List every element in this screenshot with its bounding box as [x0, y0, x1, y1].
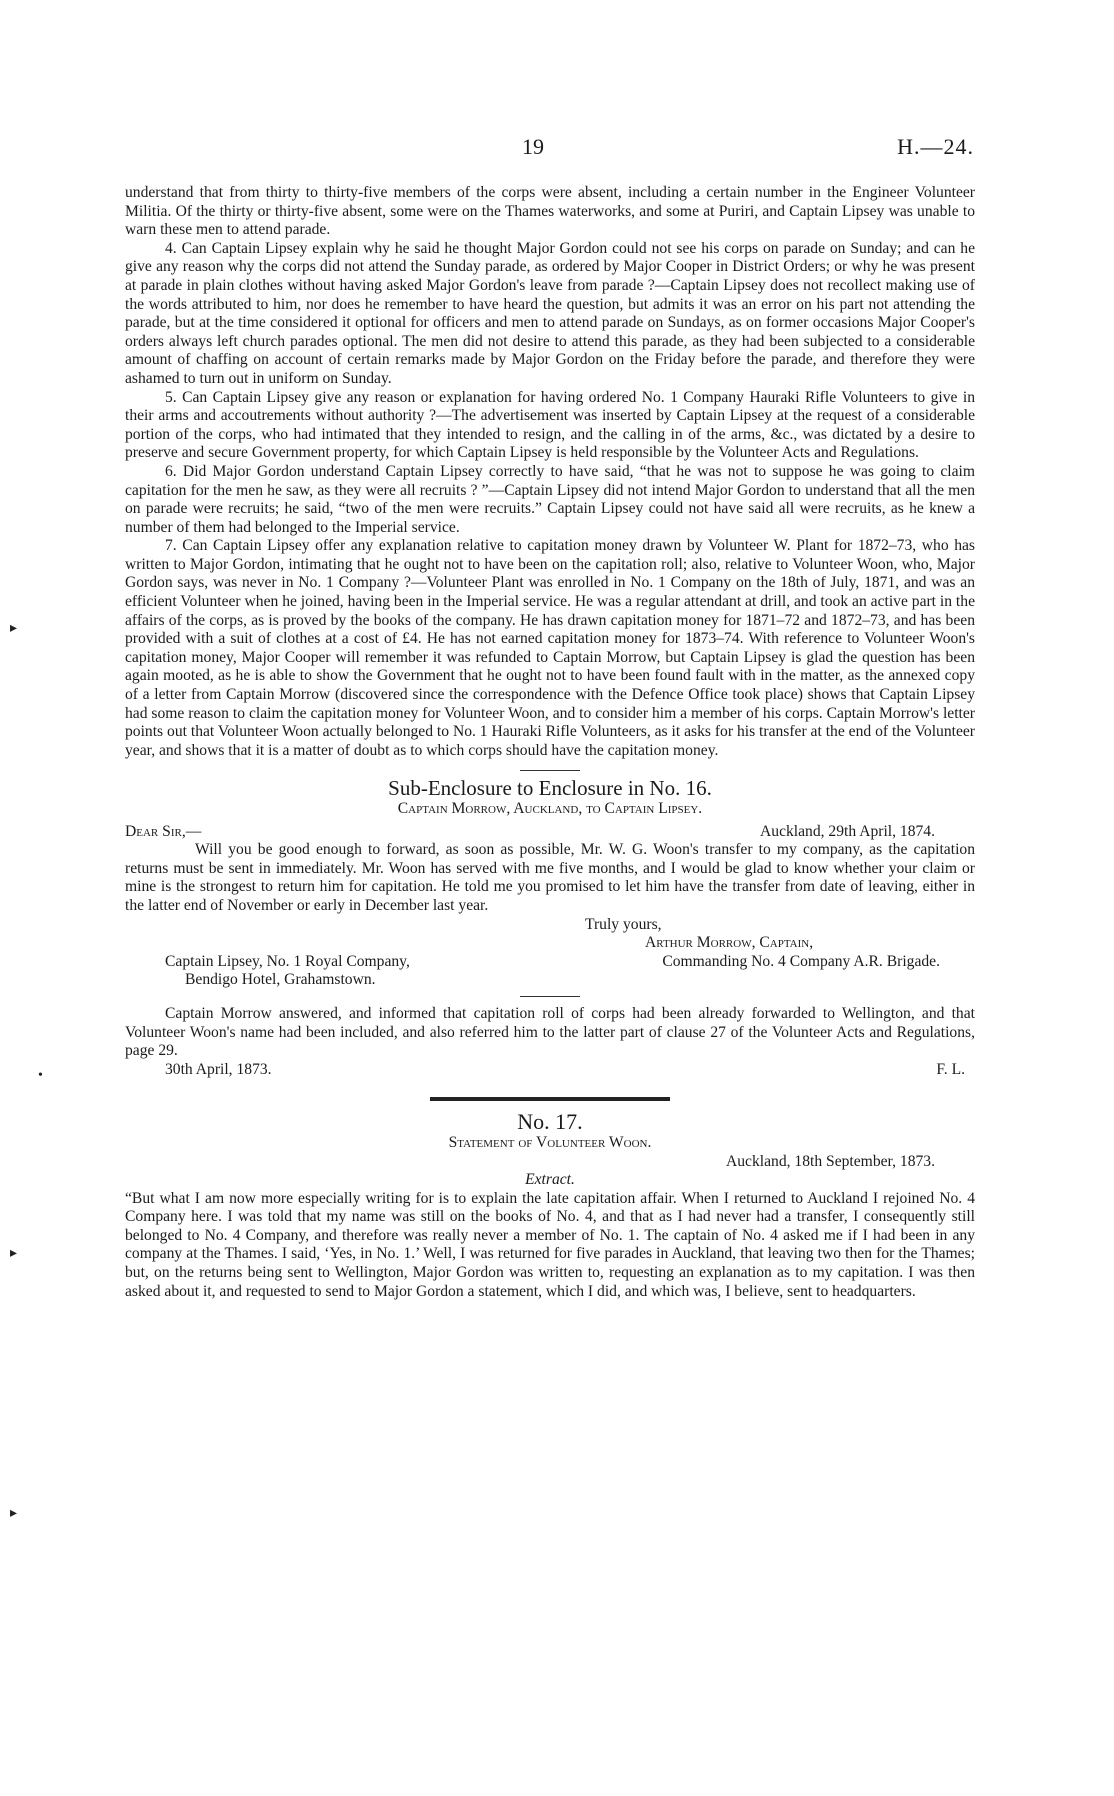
addressee-row	[125, 953, 975, 972]
document-body	[125, 184, 975, 1301]
divider	[520, 770, 580, 771]
salutation: Dear Sir,—	[125, 822, 202, 840]
addressee-line-1: Captain Lipsey, No. 1 Royal Company,	[165, 952, 410, 970]
paragraph-question-7: 7. Can Captain Lipsey offer any explanation relative to capitation money drawn by Volunteer W. Plant for 1872–73, who has written to Major Gordon, intimating that he ought not to have been on the capitation roll; also, relative to Volunteer Woon, who, Major Gordon says, was never in No. 1 Company ?—Volunteer Plant was enrolled in No. 1 Company on the 18th of July, 1871, and was an efficient Volunteer when he joined, having been in the Imperial service. He was a regular attendant at drill, and took an active part in the affairs of the corps, as is proved by the books of the company. He has drawn capitation money for 1871–72 and 1872–73, and has been provided with a suit of clothes at a cost of £4. He has not earned capitation money for 1873–74. With reference to Volunteer Woon's capitation money, Major Cooper will remember it was refunded to Captain Morrow, but Captain Lipsey is glad the question has been again mooted, as he is able to show the Government that he ought not to have been found fault with in the matter, as the annexed copy of a letter from Captain Morrow (discovered since the correspondence with the Defence Office took place) shows that Captain Lipsey had some reason to claim the capitation money for Volunteer Woon, and to consider him a member of his corps. Captain Morrow's letter points out that Volunteer Woon actually belonged to No. 1 Hauraki Rifle Volunteers, as it asks for his transfer at the end of the Volunteer year, and shows that it is a matter of doubt as to which corps should have the capitation money.	[125, 537, 975, 759]
extract-label: Extract.	[525, 1171, 575, 1189]
statement-place-date: Auckland, 18th September, 1873.	[726, 1152, 935, 1170]
note-footer	[125, 1061, 975, 1080]
signature-name: Arthur Morrow, Captain,	[645, 934, 814, 952]
note-initials: F. L.	[936, 1060, 965, 1078]
statement-text: “But what I am now more especially writing for is to explain the late capitation affair. When I returned to Auckland I rejoined No. 4 Company here. I was told that my name was still on the books of No. 4, and that as I had never had a transfer, I consequently still belonged to No. 4 Company, and therefore was really never a member of No. 1. The captain of No. 4 asked me if I had been in any company at the Thames. I said, ‘Yes, in No. 1.’ Well, I was returned for five parades in Auckland, that leaving two then for the Thames; but, on the returns being sent to Wellington, Major Gordon was written to, requesting an explanation as to my capitation. I was then asked about it, and requested to send to Major Gordon a statement, which I did, and which was, I believe, sent to headquarters.	[125, 1189, 975, 1300]
document-reference: H.—24.	[897, 134, 974, 159]
letter-place-date: Auckland, 29th April, 1874.	[760, 822, 935, 840]
section-heading-no17: No. 17.	[517, 1109, 583, 1135]
section-divider	[430, 1097, 670, 1101]
margin-mark: ▸	[10, 1506, 18, 1521]
note-paragraph: Captain Morrow answered, and informed that capitation roll of corps had been already forwarded to Wellington, and that Volunteer Woon's name had been included, and also referred him to the latter part of clause 27 of the Volunteer Acts and Regulations, page 29.	[125, 1004, 975, 1060]
paragraph-question-6: 6. Did Major Gordon understand Captain Lipsey correctly to have said, “that he was not to suppose he was going to claim capitation for the men he saw, as they were all recruits ? ”—Captain Lipsey did not intend Major Gordon to understand that all the men on parade were recruits; he said, “two of the men were recruits.” Captain Lipsey could not have said all were recruits, as he knew a number of them had belonged to the Imperial service.	[125, 462, 975, 536]
paragraph-continuation: understand that from thirty to thirty-five members of the corps were absent, including a certain number in the Engineer Volunteer Militia. Of the thirty or thirty-five absent, some were on the Thames waterworks, and some at Puriri, and Captain Lipsey was unable to warn these men to attend parade.	[125, 184, 975, 239]
margin-mark: •	[38, 1068, 43, 1083]
page-number: 19	[522, 134, 544, 159]
signature-title: Commanding No. 4 Company A.R. Brigade.	[662, 952, 940, 970]
letter-closing: Truly yours,	[585, 915, 662, 933]
note-date: 30th April, 1873.	[165, 1060, 272, 1078]
divider	[520, 996, 580, 997]
margin-mark: ▸	[10, 621, 18, 636]
sub-enclosure-subheading: Captain Morrow, Auckland, to Captain Lipsey.	[397, 800, 703, 817]
section-subheading-no17: Statement of Volunteer Woon.	[448, 1133, 652, 1151]
paragraph-question-4: 4. Can Captain Lipsey explain why he said he thought Major Gordon could not see his corps on parade on Sunday; and can he give any reason why the corps did not attend the Sunday parade, as ordered by Major Cooper in District Orders; or why he was present at parade in plain clothes without having asked Major Gordon's leave from parade ?—Captain Lipsey does not recollect making use of the words attributed to him, nor does he remember to have heard the question, but admits it was an error on his part not attending the parade, but at the time considered it optional for officers and men to attend parade on Sundays, as on former occasions Major Cooper's orders always left church parades optional. The men did not desire to attend this parade, as they had been subjected to a considerable amount of chaffing on account of certain remarks made by Major Gordon on the Friday before the parade, and therefore they were ashamed to turn out in uniform on Sunday.	[125, 239, 975, 387]
letter-header	[125, 823, 975, 842]
sub-enclosure-heading: Sub-Enclosure to Enclosure in No. 16.	[388, 776, 712, 801]
letter-body: Will you be good enough to forward, as soon as possible, Mr. W. G. Woon's transfer to my company, as the capitation returns must be sent in immediately. Mr. Woon has served with me five months, and I would be glad to know whether your claim or mine is the strongest to return him for capitation. He told me you promised to let him have the transfer from date of leaving, either in the latter end of November or early in December last year.	[125, 841, 975, 914]
paragraph-question-5: 5. Can Captain Lipsey give any reason or explanation for having ordered No. 1 Company Hauraki Rifle Volunteers to give in their arms and accoutrements without authority ?—The advertisement was inserted by Captain Lipsey at the request of a considerable portion of the corps, who had intimated that they intended to resign, and the calling in of the arms, &c., was dictated by a desire to preserve and secure Government property, for which Captain Lipsey is held responsible by the Volunteer Acts and Regulations.	[125, 388, 975, 462]
addressee-line-2: Bendigo Hotel, Grahamstown.	[185, 971, 376, 989]
margin-mark: ▸	[10, 1246, 18, 1261]
